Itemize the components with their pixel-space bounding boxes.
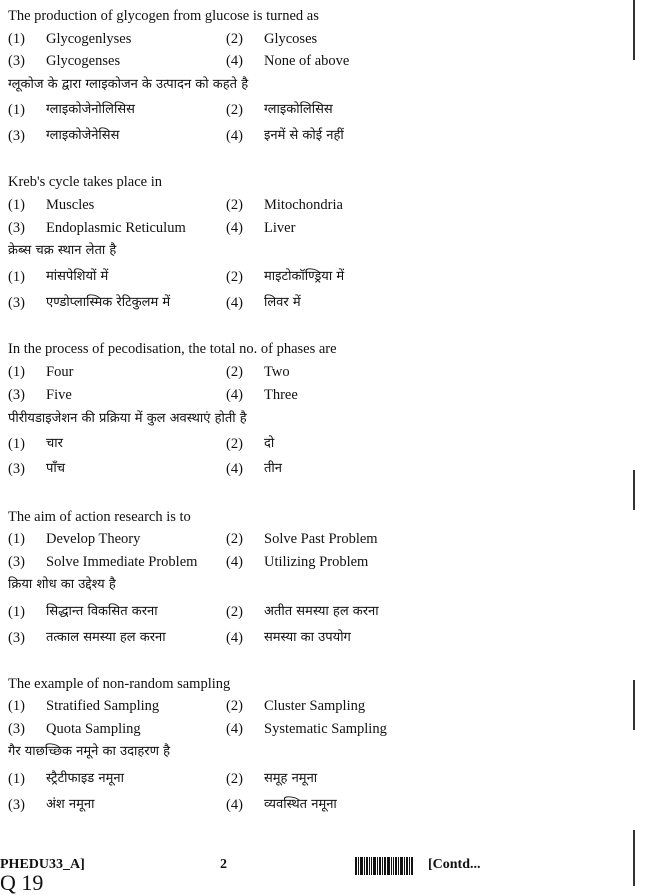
q3-option-4-num: (4) — [226, 387, 243, 403]
q4-hi-option-2: अतीत समस्या हल करना — [264, 604, 379, 619]
q4-option-2: Solve Past Problem — [264, 531, 378, 547]
q4-hi-option-3: तत्काल समस्या हल करना — [46, 630, 166, 645]
q4-hi-option-1-num: (1) — [8, 604, 25, 620]
q1-option-3: Glycogenses — [46, 53, 121, 69]
q5-hi-option-1-num: (1) — [8, 771, 25, 787]
q1-hi-option-3: ग्लाइकोजेनेसिस — [46, 128, 120, 143]
q5-option-1: Stratified Sampling — [46, 698, 160, 714]
question-2-hindi: क्रेब्स चक्र स्थान लेता है — [8, 243, 117, 258]
q5-hi-option-3: अंश नमूना — [46, 797, 95, 812]
scan-edge-line — [633, 0, 635, 60]
q5-option-4: Systematic Sampling — [264, 721, 387, 737]
q4-option-3: Solve Immediate Problem — [46, 554, 198, 570]
question-5-text: The example of non-random sampling — [8, 676, 231, 692]
q2-hi-option-1: मांसपेशियों में — [46, 269, 109, 284]
q2-hi-option-4: लिवर में — [264, 295, 301, 310]
question-5-hindi: गैर याछच्छिक नमूने का उदाहरण है — [8, 744, 171, 759]
q5-hi-option-4: व्यवस्थित नमूना — [264, 797, 337, 812]
q4-option-1: Develop Theory — [46, 531, 141, 547]
q2-option-2: Mitochondria — [264, 197, 343, 213]
q4-hi-option-1: सिद्धान्त विकसित करना — [46, 604, 158, 619]
q3-hi-option-3: पाँच — [46, 461, 66, 476]
q1-hi-option-2: ग्लाइकोलिसिस — [264, 102, 333, 117]
q5-option-4-num: (4) — [226, 721, 243, 737]
q2-hi-option-2-num: (2) — [226, 269, 243, 285]
q5-hi-option-2-num: (2) — [226, 771, 243, 787]
q1-hi-option-1: ग्लाइकोजेनोलिसिस — [46, 102, 135, 117]
q5-hi-option-4-num: (4) — [226, 797, 243, 813]
q1-option-1: Glycogenlyses — [46, 31, 132, 47]
q1-hi-option-4-num: (4) — [226, 128, 243, 144]
page-number: 2 — [220, 857, 227, 872]
q3-option-2-num: (2) — [226, 364, 243, 380]
q2-option-1-num: (1) — [8, 197, 25, 213]
q4-option-2-num: (2) — [226, 531, 243, 547]
q3-option-1: Four — [46, 364, 74, 380]
q5-option-2: Cluster Sampling — [264, 698, 366, 714]
q1-hi-option-3-num: (3) — [8, 128, 25, 144]
barcode — [355, 857, 421, 875]
q2-option-1: Muscles — [46, 197, 95, 213]
question-4-hindi: क्रिया शोध का उद्देश्य है — [8, 577, 116, 592]
continued-label: [Contd... — [428, 857, 481, 872]
q5-hi-option-3-num: (3) — [8, 797, 25, 813]
q4-hi-option-2-num: (2) — [226, 604, 243, 620]
q3-option-1-num: (1) — [8, 364, 25, 380]
q1-option-2: Glycoses — [264, 31, 318, 47]
q3-hi-option-1: चार — [46, 436, 63, 451]
q5-hi-option-1: स्ट्रैटीफाइड नमूना — [46, 771, 124, 786]
scan-edge-line — [633, 470, 635, 510]
q3-option-3-num: (3) — [8, 387, 25, 403]
question-3-hindi: पीरीयडाइजेशन की प्रक्रिया में कुल अवस्थाएं होती है — [8, 411, 247, 426]
q2-hi-option-3-num: (3) — [8, 295, 25, 311]
q4-hi-option-4-num: (4) — [226, 630, 243, 646]
q3-option-3: Five — [46, 387, 72, 403]
q1-option-2-num: (2) — [226, 31, 243, 47]
q2-option-2-num: (2) — [226, 197, 243, 213]
q3-hi-option-4-num: (4) — [226, 461, 243, 477]
scan-edge-line — [633, 680, 635, 730]
q5-option-2-num: (2) — [226, 698, 243, 714]
question-3-text: In the process of pecodisation, the total no. of phases are — [8, 341, 337, 357]
q3-hi-option-4: तीन — [264, 461, 282, 476]
q5-option-1-num: (1) — [8, 698, 25, 714]
q4-option-1-num: (1) — [8, 531, 25, 547]
q4-hi-option-3-num: (3) — [8, 630, 25, 646]
question-4-text: The aim of action research is to — [8, 509, 191, 525]
q3-hi-option-2: दो — [264, 436, 275, 451]
q1-option-3-num: (3) — [8, 53, 25, 69]
q3-hi-option-1-num: (1) — [8, 436, 25, 452]
q1-hi-option-4: इनमें से कोई नहीं — [264, 128, 344, 143]
next-question-partial: Q 19 — [0, 870, 44, 895]
q1-option-4-num: (4) — [226, 53, 243, 69]
question-2-text: Kreb's cycle takes place in — [8, 174, 162, 190]
q3-hi-option-3-num: (3) — [8, 461, 25, 477]
q5-hi-option-2: समूह नमूना — [264, 771, 318, 786]
q5-option-3-num: (3) — [8, 721, 25, 737]
q4-hi-option-4: समस्या का उपयोग — [264, 630, 351, 645]
q3-option-2: Two — [264, 364, 290, 380]
q1-hi-option-1-num: (1) — [8, 102, 25, 118]
q1-option-1-num: (1) — [8, 31, 25, 47]
scan-edge-line — [633, 830, 635, 886]
q3-hi-option-2-num: (2) — [226, 436, 243, 452]
q1-hi-option-2-num: (2) — [226, 102, 243, 118]
q2-hi-option-4-num: (4) — [226, 295, 243, 311]
q1-option-4: None of above — [264, 53, 350, 69]
q2-hi-option-1-num: (1) — [8, 269, 25, 285]
q5-option-3: Quota Sampling — [46, 721, 141, 737]
q4-option-4: Utilizing Problem — [264, 554, 369, 570]
q2-option-3: Endoplasmic Reticulum — [46, 220, 186, 236]
paper-code: PHEDU33_A] — [0, 857, 85, 872]
q2-option-3-num: (3) — [8, 220, 25, 236]
q4-option-4-num: (4) — [226, 554, 243, 570]
q4-option-3-num: (3) — [8, 554, 25, 570]
q2-hi-option-2: माइटोकॉण्ड्रिया में — [264, 269, 345, 284]
q2-hi-option-3: एण्डोप्लास्मिक रेटिकुलम में — [46, 295, 171, 310]
q2-option-4-num: (4) — [226, 220, 243, 236]
q3-option-4: Three — [264, 387, 298, 403]
question-1-text: The production of glycogen from glucose is turned as — [8, 8, 319, 24]
q2-option-4: Liver — [264, 220, 296, 236]
question-1-hindi: ग्लूकोज के द्वारा ग्लाइकोजन के उत्पादन को कहते है — [8, 77, 249, 92]
